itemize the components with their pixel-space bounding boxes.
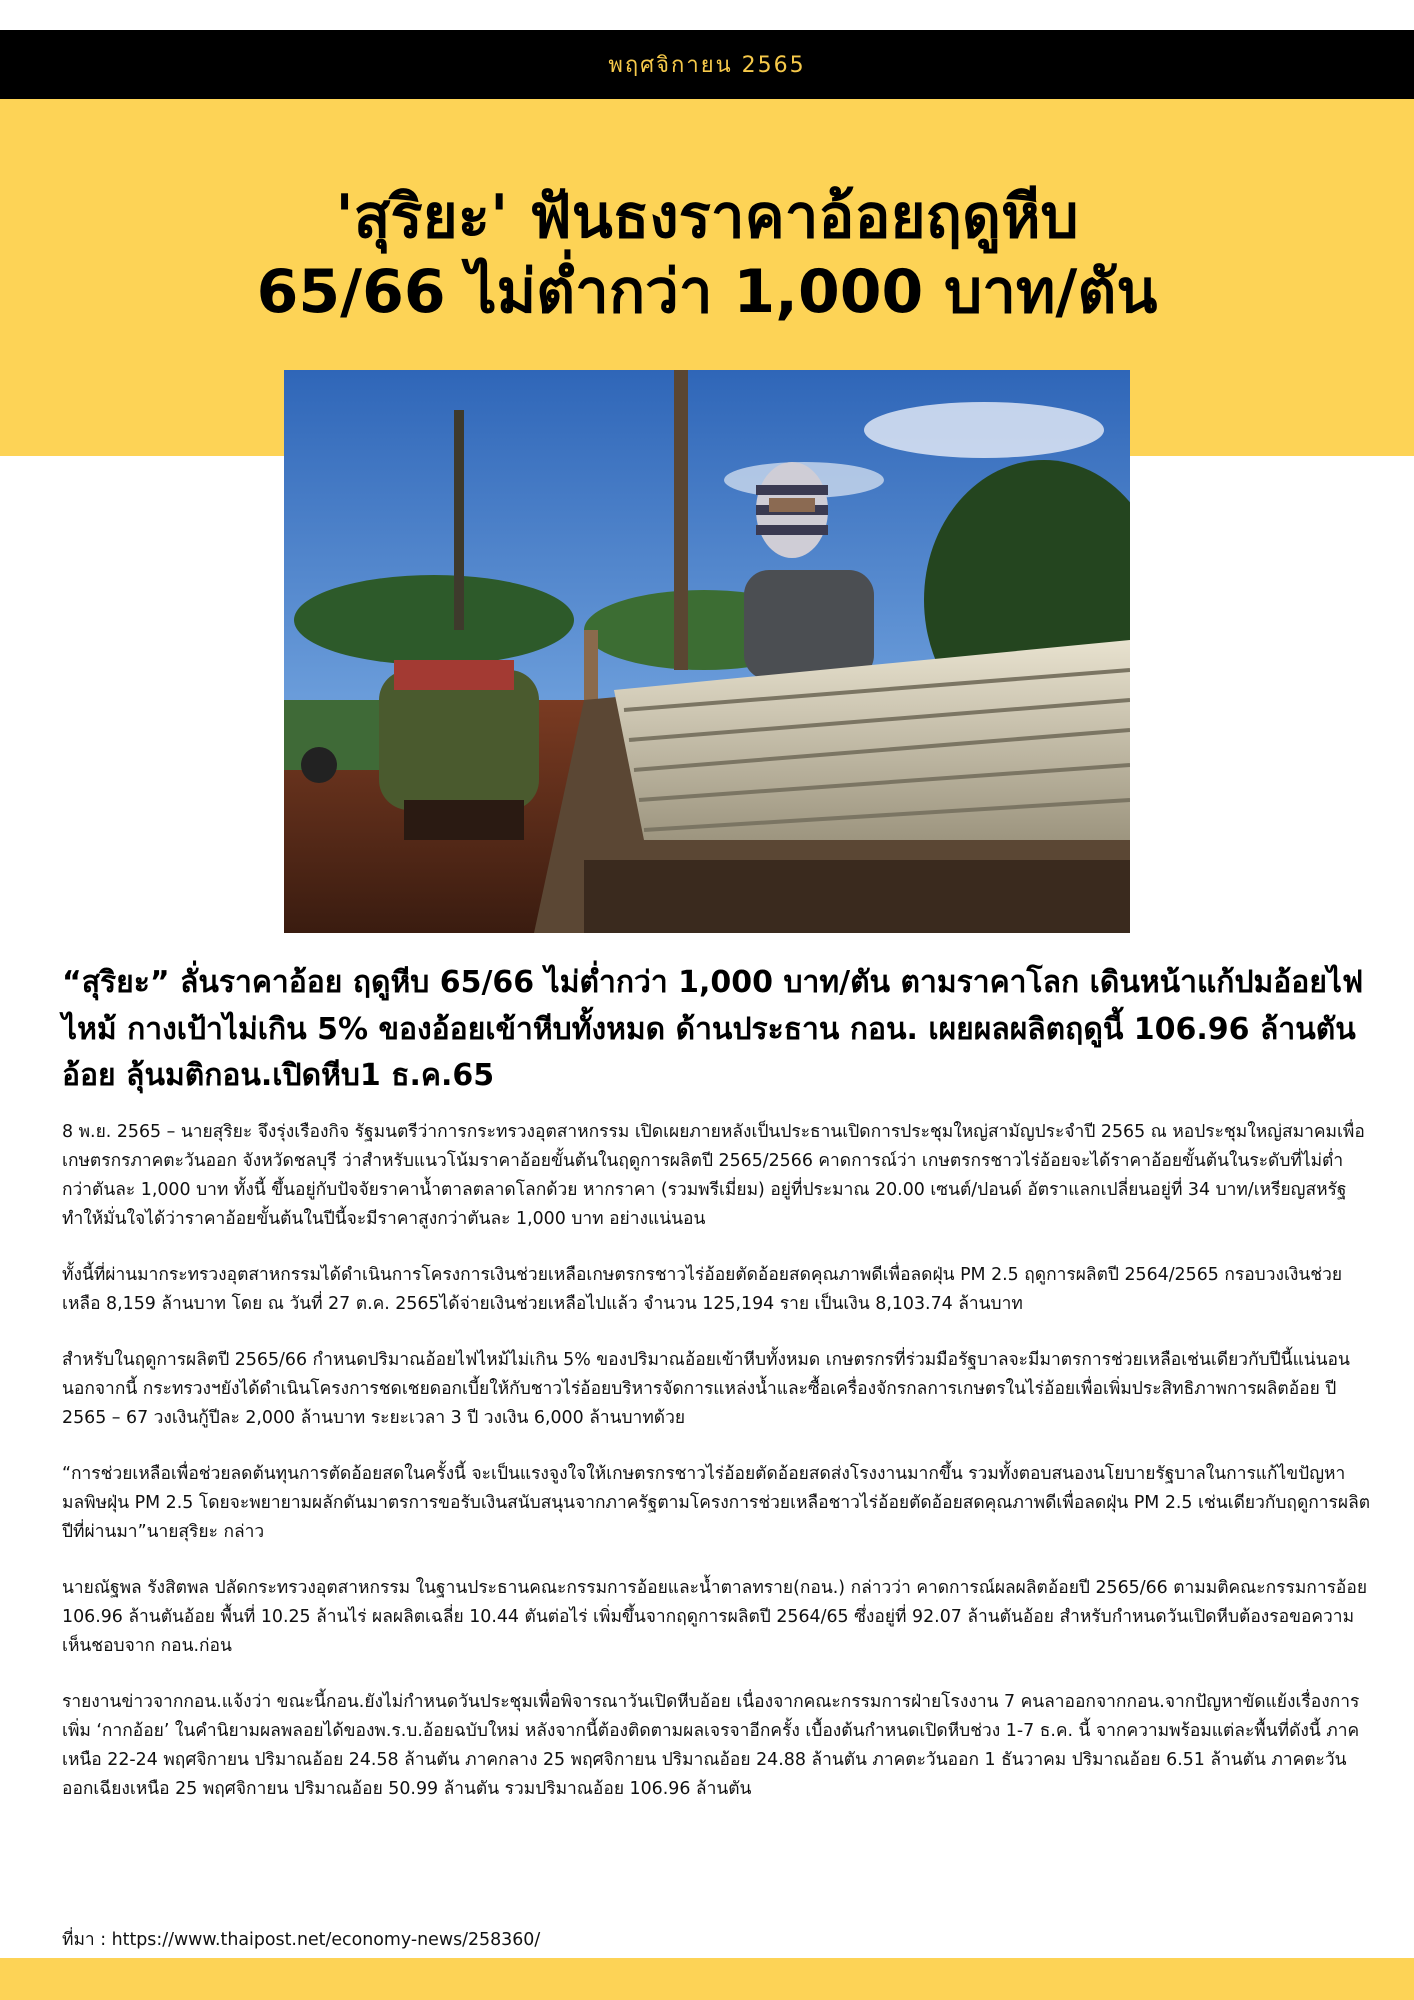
article-body — [62, 1118, 1372, 1831]
title-line-2: 65/66 ไม่ต่ำกว่า 1,000 บาท/ตัน — [256, 257, 1158, 327]
title-line-1: 'สุริยะ' ฟันธงราคาอ้อยฤดูหีบ — [335, 182, 1079, 252]
top-date-bar — [0, 30, 1414, 99]
page-title — [40, 180, 1374, 330]
body-paragraph: นายณัฐพล รังสิตพล ปลัดกระทรวงอุตสาหกรรม ในฐานประธานคณะกรรมการอ้อยและน้ำตาลทราย(กอน.) กล่าวว่า คาดการณ์ผลผลิตอ้อยปี 2565/66 ตามมติคณะกรรมการอ้อย 106.96 ล้านตันอ้อย พื้นที่ 10.25 ล้านไร่ ผลผลิตเฉลี่ย 10.44 ตันต่อไร่ เพิ่มขึ้นจากฤดูการผลิตปี 2564/65 ซึ่งอยู่ที่ 92.07 ล้านตันอ้อย สำหรับกำหนดวันเปิดหีบต้องรอขอความเห็นชอบจาก กอน.ก่อน — [62, 1578, 1368, 1656]
article-lead: “สุริยะ” ลั่นราคาอ้อย ฤดูหีบ 65/66 ไม่ต่ำกว่า 1,000 บาท/ตัน ตามราคาโลก เดินหน้าแก้ปมอ้อยไฟไหม้ กางเป้าไม่เกิน 5% ของอ้อยเข้าหีบทั้งหมด ด้านประธาน กอน. เผยผลผลิตฤดูนี้ 106.96 ล้านตันอ้อย ลุ้นมติกอน.เปิดหีบ1 ธ.ค.65 — [62, 965, 1364, 1093]
body-paragraph: 8 พ.ย. 2565 – นายสุริยะ จึงรุ่งเรืองกิจ รัฐมนตรีว่าการกระทรวงอุตสาหกรรม เปิดเผยภายหลังเป็นประธานเปิดการประชุมใหญ่สามัญประจำปี 2565 ณ หอประชุมใหญ่สมาคมเพื่อเกษตรกรภาคตะวันออก จังหวัดชลบุรี ว่าสำหรับแนวโน้มราคาอ้อยขั้นต้นในฤดูการผลิตปี 2565/2566 คาดการณ์ว่า เกษตรกรชาวไร่อ้อยจะได้ราคาอ้อยขั้นต้นในระดับที่ไม่ต่ำกว่าตันละ 1,000 บาท ทั้งนี้ ขึ้นอยู่กับปัจจัยราคาน้ำตาลตลาดโลกด้วย หากราคา (รวมพรีเมี่ยม) อยู่ที่ประมาณ 20.00 เซนต์/ปอนด์ อัตราแลกเปลี่ยนอยู่ที่ 34 บาท/เหรียญสหรัฐ ทำให้มั่นใจได้ว่าราคาอ้อยขั้นต้นในปีนี้จะมีราคาสูงกว่าตันละ 1,000 บาท อย่างแน่นอน — [62, 1122, 1365, 1229]
body-paragraph: สำหรับในฤดูการผลิตปี 2565/66 กำหนดปริมาณอ้อยไฟไหม้ไม่เกิน 5% ของปริมาณอ้อยเข้าหีบทั้งหมด เกษตรกรที่ร่วมมือรัฐบาลจะมีมาตรการช่วยเหลือเช่นเดียวกับปีนี้แน่นอน นอกจากนี้ กระทรวงฯยังได้ดำเนินโครงการชดเชยดอกเบี้ยให้กับชาวไร่อ้อยบริหารจัดการแหล่งน้ำและซื้อเครื่องจักรกลการเกษตรในไร่อ้อยเพื่อเพิ่มประสิทธิภาพการผลิตอ้อย ปี 2565 – 67 วงเงินกู้ปีละ 2,000 ล้านบาท ระยะเวลา 3 ปี วงเงิน 6,000 ล้านบาทด้วย — [62, 1350, 1350, 1428]
bottom-footer-bar — [0, 1958, 1414, 2000]
body-paragraph: “การช่วยเหลือเพื่อช่วยลดต้นทุนการตัดอ้อยสดในครั้งนี้ จะเป็นแรงจูงใจให้เกษตรกรชาวไร่อ้อยตัดอ้อยสดส่งโรงงานมากขึ้น รวมทั้งตอบสนองนโยบายรัฐบาลในการแก้ไขปัญหามลพิษฝุ่น PM 2.5 โดยจะพยายามผลักดันมาตรการขอรับเงินสนับสนุนจากภาครัฐตามโครงการช่วยเหลือชาวไร่อ้อยตัดอ้อยสดคุณภาพดีเพื่อลดฝุ่น PM 2.5 เช่นเดียวกับฤดูการผลิตปีที่ผ่านมา”นายสุริยะ กล่าว — [62, 1464, 1371, 1542]
source-citation: ที่มา : https://www.thaipost.net/economy-news/258360/ — [62, 1930, 541, 1950]
body-paragraph: ทั้งนี้ที่ผ่านมากระทรวงอุตสาหกรรมได้ดำเนินการโครงการเงินช่วยเหลือเกษตรกรชาวไร่อ้อยตัดอ้อยสดคุณภาพดีเพื่อลดฝุ่น PM 2.5 ฤดูการผลิตปี 2564/2565 กรอบวงเงินช่วยเหลือ 8,159 ล้านบาท โดย ณ วันที่ 27 ต.ค. 2565ได้จ่ายเงินช่วยเหลือไปแล้ว จำนวน 125,194 ราย เป็นเงิน 8,103.74 ล้านบาท — [62, 1265, 1343, 1314]
body-paragraph: รายงานข่าวจากกอน.แจ้งว่า ขณะนี้กอน.ยังไม่กำหนดวันประชุมเพื่อพิจารณาวันเปิดหีบอ้อย เนื่องจากคณะกรรมการฝ่ายโรงงาน 7 คนลาออกจากกอน.จากปัญหาขัดแย้งเรื่องการเพิ่ม ‘กากอ้อย’ ในคำนิยามผลพลอยได้ของพ.ร.บ.อ้อยฉบับใหม่ หลังจากนี้ต้องติดตามผลเจรจาอีกครั้ง เบื้องต้นกำหนดเปิดหีบช่วง 1-7 ธ.ค. นี้ จากความพร้อมแต่ละพื้นที่ดังนี้ ภาคเหนือ 22-24 พฤศจิกายน ปริมาณอ้อย 24.58 ล้านตัน ภาคกลาง 25 พฤศจิกายน ปริมาณอ้อย 24.88 ล้านตัน ภาคตะวันออก 1 ธันวาคม ปริมาณอ้อย 6.51 ล้านตัน ภาคตะวันออกเฉียงเหนือ 25 พฤศจิกายน ปริมาณอ้อย 50.99 ล้านตัน รวมปริมาณอ้อย 106.96 ล้านตัน — [62, 1692, 1360, 1799]
issue-date: พฤศจิกายน 2565 — [608, 53, 806, 78]
sugarcane-farmer-photo — [284, 370, 1130, 933]
